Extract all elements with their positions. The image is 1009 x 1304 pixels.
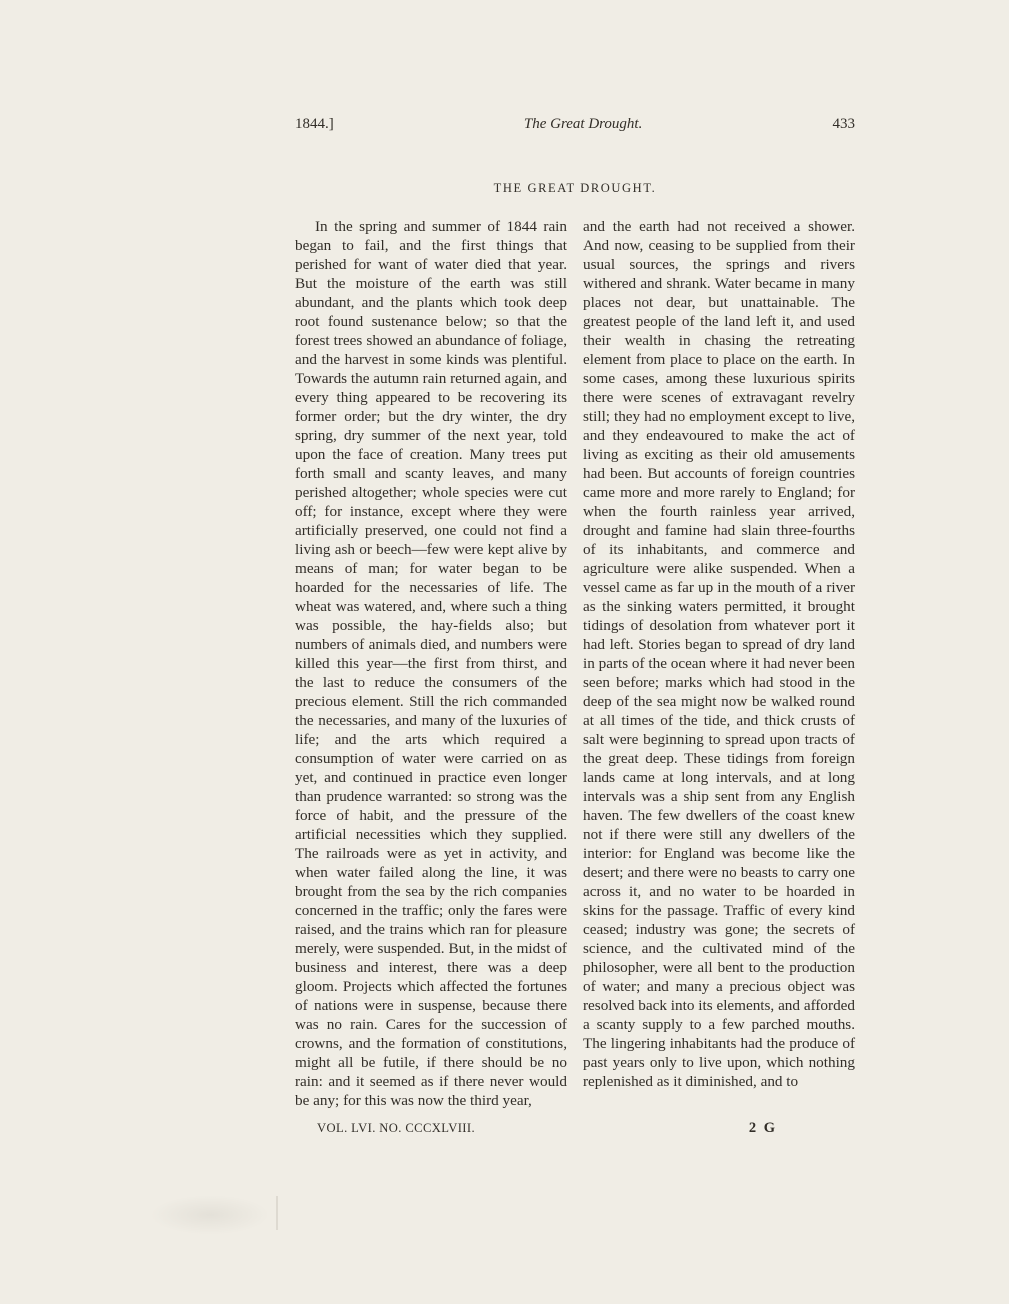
page-footer: [295, 1120, 855, 1137]
right-column: [583, 217, 855, 1110]
left-column-text: In the spring and summer of 1844 rain began to fail, and the first things that perished for want of water died that year. But the moisture of the earth was still abundant, and the plants which took deep root found sustenance below; so that the forest trees showed an abundance of foliage, and the harvest in some kinds was plentiful. Towards the autumn rain returned again, and every thing appeared to be recovering its former order; but the dry winter, the dry spring, dry summer of the next year, told upon the face of creation. Many trees put forth small and scanty leaves, and many perished altogether; whole species were cut off; for instance, except where they were artificially preserved, one could not find a living ash or beech—few were kept alive by means of man; for water began to be hoarded for the necessaries of life. The wheat was watered, and, where such a thing was possible, the hay-fields also; but numbers of animals died, and numbers were killed this year—the first from thirst, and the last to reduce the consumers of the precious element. Still the rich commanded the necessaries, and many of the luxuries of life; and the arts which required a consumption of water were carried on as yet, and continued in practice even longer than prudence warranted: so strong was the force of habit, and the pressure of the artificial necessities which they supplied. The railroads were as yet in activity, and when water failed along the line, it was brought from the sea by the rich companies concerned in the traffic; only the fares were raised, and the trains which ran for pleasure merely, were suspended. But, in the midst of business and interest, there was a deep gloom. Projects which affected the fortunes of nations were in suspense, because there was no rain. Cares for the succession of crowns, and the formation of constitutions, might all be futile, if there should be no rain: and it seemed as if there never would be any; for this was now the third year,: [295, 218, 567, 1109]
running-head-title: The Great Drought.: [523, 116, 643, 132]
scan-smudge-line: [276, 1196, 278, 1230]
right-column-text: and the earth had not received a shower. And now, ceasing to be supplied from their usual sources, the springs and rivers withered and shrank. Water became in many places not dear, but unattainable. The greatest people of the land left it, and used their wealth in chasing the retreating element from place to place on the earth. In some cases, among these luxurious spirits there were scenes of extravagant revelry still; they had no employment except to live, and they endeavoured to make the act of living as exciting as their old amusements had been. But accounts of foreign countries came more and more rarely to England; for when the fourth rainless year arrived, drought and famine had slain three-fourths of its inhabitants, and commerce and agriculture were alike suspended. When a vessel came as far up in the mouth of a river as the sinking waters permitted, it brought tidings of desolation from whatever port it had left. Stories began to spread of dry land in parts of the ocean where it had never been seen before; marks which had stood in the deep of the sea might now be walked round at all times of the tide, and thick crusts of salt were beginning to spread upon tracts of the great deep. These tidings from foreign lands came at long intervals, and at long intervals was a ship sent from any English haven. The few dwellers of the coast knew not if there were still any dwellers of the interior: for England was become like the desert; and there were no beasts to carry one across it, and no water to be hoarded in skins for the passage. Traffic of every kind ceased; industry was gone; the secrets of science, and the cultivated mind of the philosopher, were all bent to the production of water; and many a precious object was resolved back into its elements, and afforded a scanty supply to a few parched mouths. The lingering inhabitants had the produce of past years only to live upon, which nothing replenished as it diminished, and to: [583, 218, 855, 1090]
article-title: THE GREAT DROUGHT.: [493, 181, 657, 195]
running-head: [295, 116, 855, 133]
running-head-date: 1844.]: [295, 116, 334, 132]
volume-issue-line: VOL. LVI. NO. CCCXLVIII.: [317, 1121, 476, 1135]
page: [295, 116, 855, 1136]
left-column: [295, 217, 567, 1110]
text-columns: [295, 217, 855, 1110]
signature-mark: 2 G: [748, 1120, 777, 1136]
scan-smudge: [150, 1195, 270, 1235]
page-number: 433: [832, 116, 855, 132]
